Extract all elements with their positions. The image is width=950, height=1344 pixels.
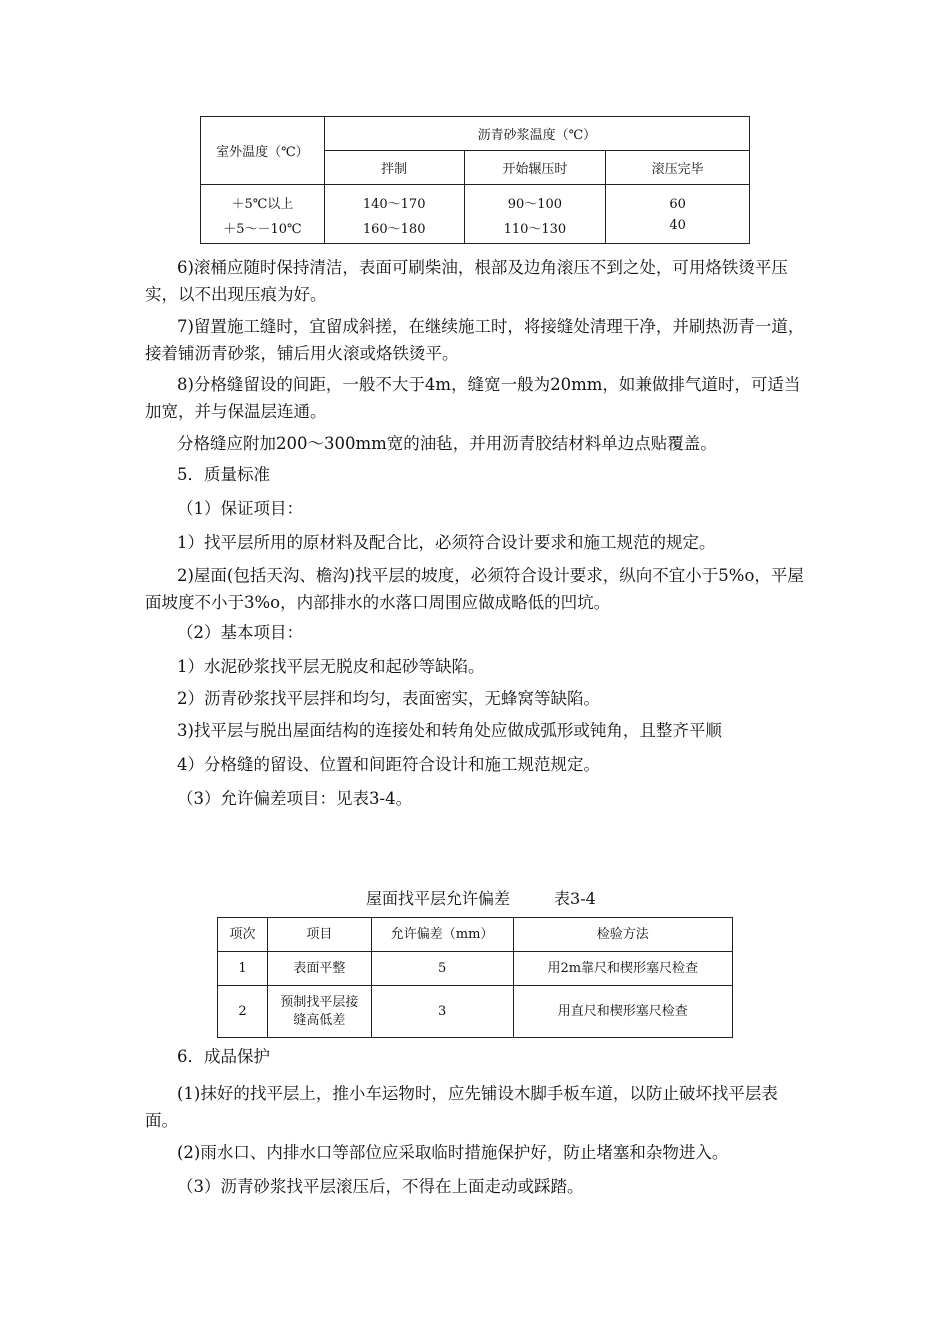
basic-item-2: 2）沥青砂浆找平层拌和均匀，表面密实，无蜂窝等缺陷。 [177, 689, 600, 708]
table-cell: 60 [606, 185, 750, 214]
basic-item-1: 1）水泥砂浆找平层无脱皮和起砂等缺陷。 [177, 657, 485, 676]
protection-item-3: （3）沥青砂浆找平层滚压后，不得在上面走动或踩踏。 [177, 1177, 584, 1196]
tolerance-table [217, 917, 733, 1038]
basic-heading: （2）基本项目： [177, 623, 303, 642]
guarantee-item-2: 2)屋面(包括天沟、檐沟)找平层的坡度，必须符合设计要求，纵向不宜小于5%o，平屋面坡度不小于3%o，内部排水的水落口周围应做成略低的凹坑。 [145, 566, 804, 612]
mortar-temperature-table [200, 116, 750, 244]
paragraph-construction-joint: 7)留置施工缝时，宜留成斜搓，在继续施工时，将接缝处清理干净，并刷热沥青一道，接着铺沥青砂浆，铺后用火滚或烙铁烫平。 [145, 317, 805, 363]
sub-header-mixing: 拌制 [324, 151, 464, 185]
basic-item-3: 3)找平层与脱出屋面结构的连接处和转角处应做成弧形或钝角，且整齐平顺 [177, 721, 722, 740]
guarantee-heading: （1）保证项目： [177, 499, 303, 518]
header-item-no: 项次 [218, 918, 268, 952]
table-cell: 160～180 [324, 214, 464, 244]
table-cell: 表面平整 [267, 952, 371, 986]
header-method: 检验方法 [513, 918, 733, 952]
table-cell: 预制找平层接缝高低差 [267, 986, 371, 1038]
outdoor-temp-header: 室外温度（℃） [201, 117, 325, 185]
table-cell: ＋5℃以上 [201, 185, 325, 214]
guarantee-item-1: 1）找平层所用的原材料及配合比，必须符合设计要求和施工规范的规定。 [177, 533, 716, 552]
tolerance-heading: （3）允许偏差项目：见表3-4。 [177, 789, 413, 808]
section-heading-protection: 6．成品保护 [177, 1047, 270, 1066]
table-cell: 90～100 [464, 185, 606, 214]
table-caption [366, 886, 596, 909]
protection-item-1: (1)抹好的找平层上，推小车运物时，应先铺设木脚手板车道，以防止破坏找平层表面。 [145, 1084, 778, 1130]
table-cell: 5 [371, 952, 513, 986]
table-cell: ＋5～－10℃ [201, 214, 325, 244]
table-cell: 40 [606, 214, 750, 244]
paragraph-felt-cover: 分格缝应附加200～300mm宽的油毡，并用沥青胶结材料单边点贴覆盖。 [177, 434, 717, 453]
table-caption-title: 屋面找平层允许偏差 [366, 889, 511, 908]
basic-item-4: 4）分格缝的留设、位置和间距符合设计和施工规范规定。 [177, 755, 600, 774]
paragraph-roller-cleaning: 6)滚桶应随时保持清洁，表面可刷柴油，根部及边角滚压不到之处，可用烙铁烫平压实，以不出现压痕为好。 [145, 258, 788, 304]
sub-header-start-rolling: 开始辗压时 [464, 151, 606, 185]
table-cell: 2 [218, 986, 268, 1038]
mortar-temp-header: 沥青砂浆温度（℃） [324, 117, 749, 151]
table-cell: 140～170 [324, 185, 464, 214]
sub-header-rolling-done: 滚压完毕 [606, 151, 750, 185]
table-cell: 110～130 [464, 214, 606, 244]
section-heading-quality: 5．质量标准 [177, 465, 270, 484]
table-cell: 3 [371, 986, 513, 1038]
table-cell: 用直尺和楔形塞尺检查 [513, 986, 733, 1038]
protection-item-2: (2)雨水口、内排水口等部位应采取临时措施保护好，防止堵塞和杂物进入。 [177, 1143, 729, 1162]
table-cell: 用2m靠尺和楔形塞尺检查 [513, 952, 733, 986]
table-cell: 1 [218, 952, 268, 986]
header-item: 项目 [267, 918, 371, 952]
paragraph-dividing-joint: 8)分格缝留设的间距，一般不大于4m，缝宽一般为20mm，如兼做排气道时，可适当加宽，并与保温层连通。 [145, 375, 801, 421]
table-caption-number: 表3-4 [554, 889, 596, 908]
header-tolerance: 允许偏差（mm） [371, 918, 513, 952]
